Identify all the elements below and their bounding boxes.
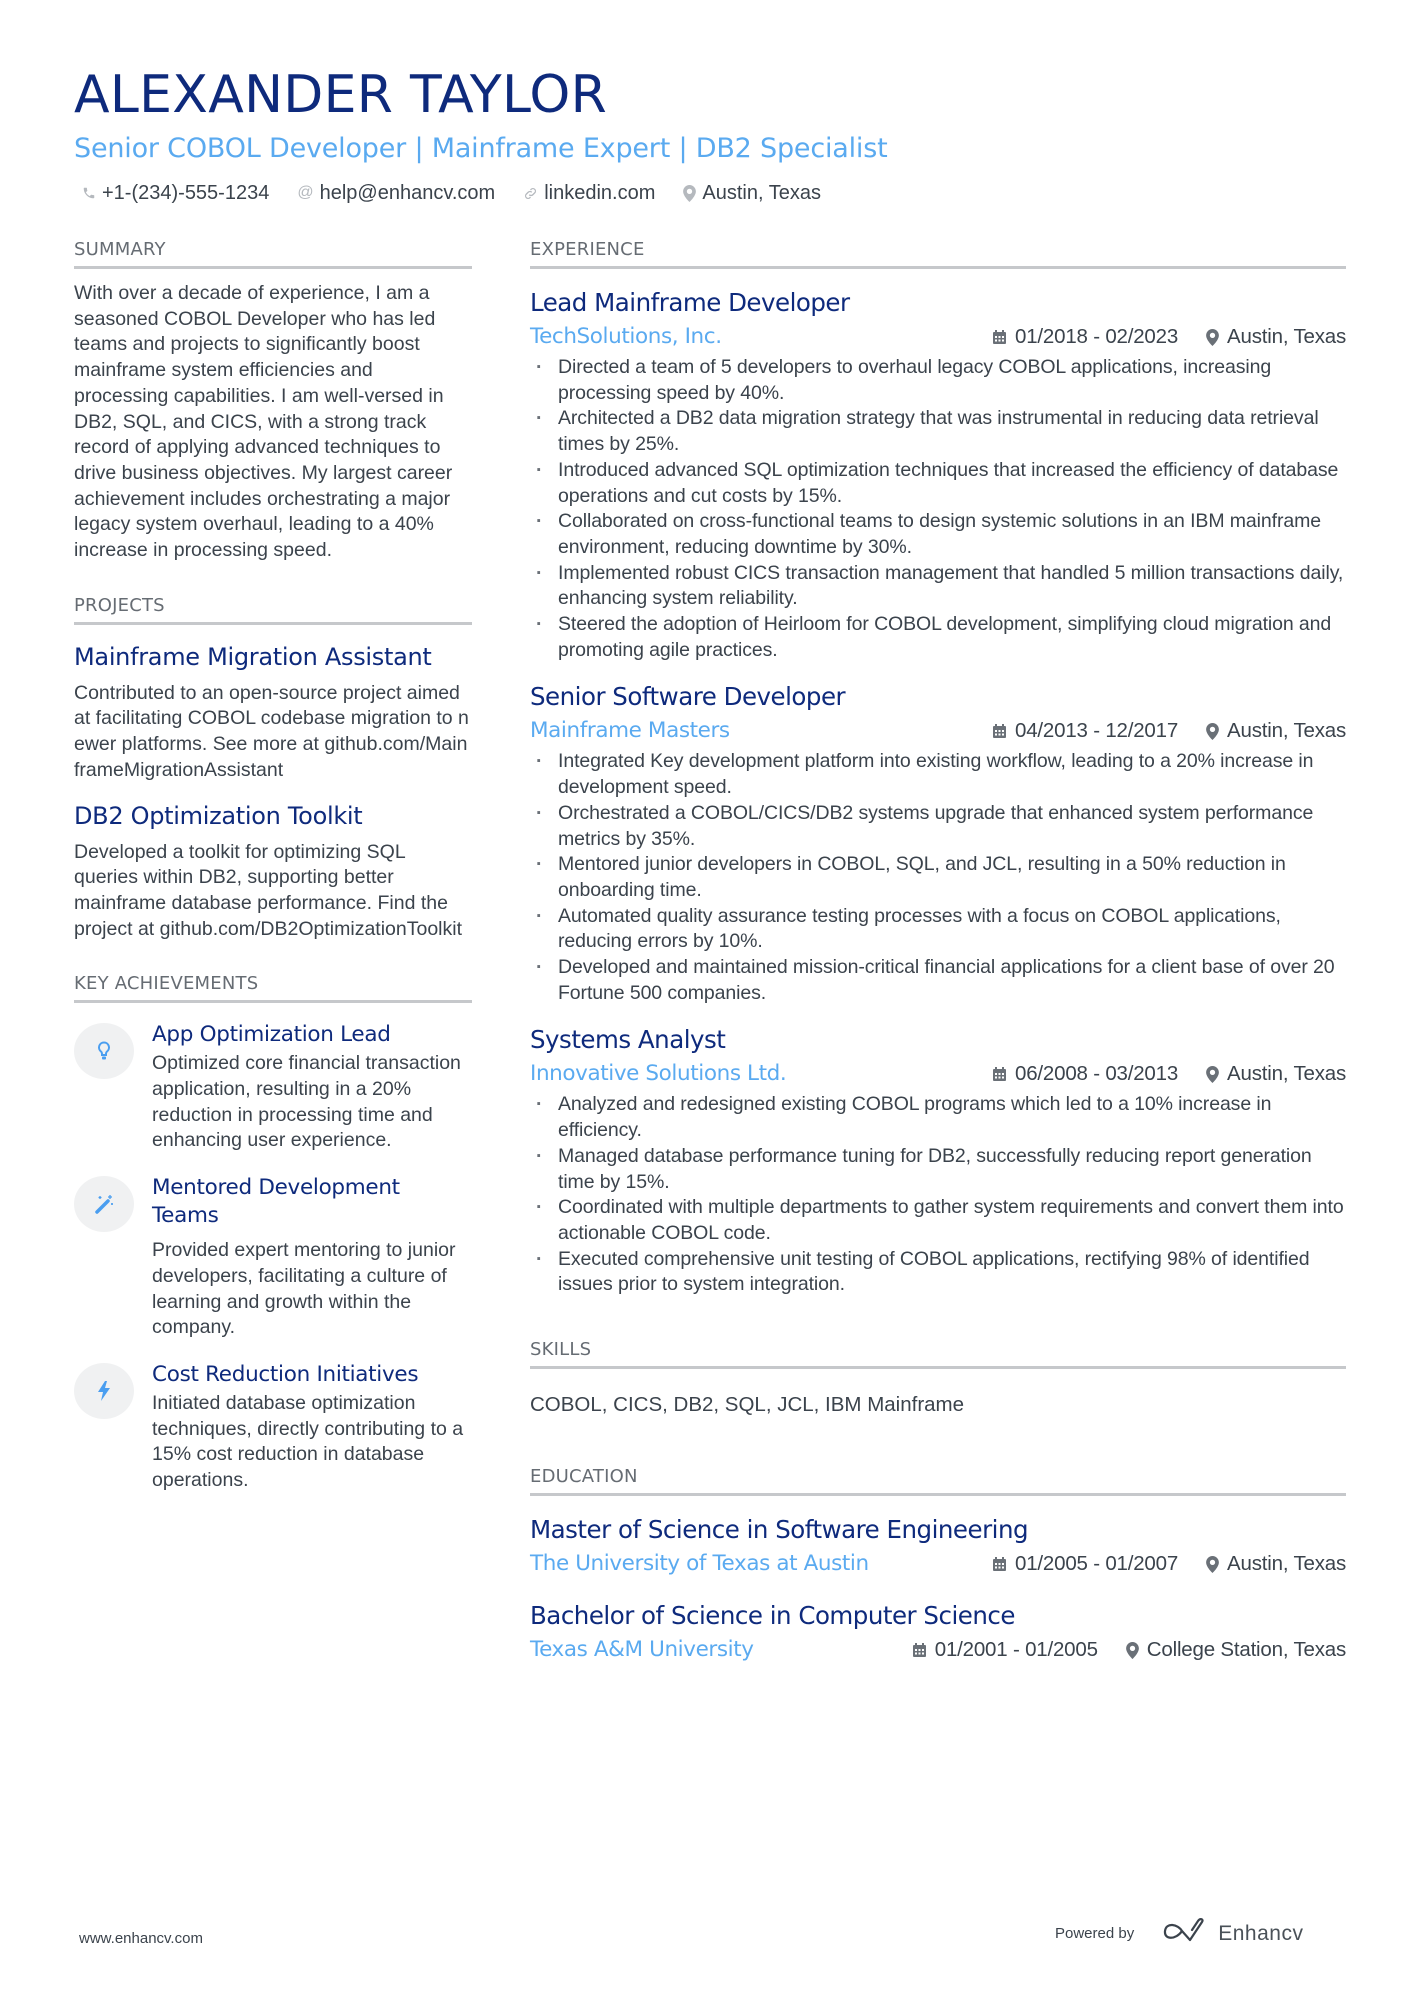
project-item bbox=[74, 800, 472, 943]
location-pin-icon bbox=[1206, 1556, 1219, 1573]
resume-header bbox=[74, 62, 1346, 206]
company-name: TechSolutions, Inc. bbox=[530, 324, 722, 349]
location-pin-icon bbox=[1206, 329, 1219, 346]
education-heading: EDUCATION bbox=[530, 1465, 1346, 1496]
job-title: Systems Analyst bbox=[530, 1025, 726, 1055]
left-column bbox=[74, 238, 472, 1518]
location-pin-icon bbox=[1206, 1066, 1219, 1083]
link-icon bbox=[523, 186, 538, 201]
contact-phone[interactable] bbox=[82, 180, 269, 206]
bullet-item: · Collaborated on cross-functional teams to design systemic solutions in an IBM mainframe environment, reducing downtime by 30%. bbox=[530, 509, 1346, 560]
achievement-title: Cost Reduction Initiatives bbox=[152, 1361, 419, 1387]
contact-linkedin[interactable] bbox=[523, 180, 655, 206]
location-pin-icon bbox=[1126, 1642, 1139, 1659]
projects-section bbox=[74, 594, 472, 943]
job-location: Austin, Texas bbox=[1227, 1062, 1346, 1086]
bullet-item: · Automated quality assurance testing processes with a focus on COBOL applications, reducing errors by 10%. bbox=[530, 904, 1346, 955]
education-location: Austin, Texas bbox=[1227, 1552, 1346, 1576]
project-title: Mainframe Migration Assistant bbox=[74, 642, 432, 671]
location-pin-icon bbox=[1206, 723, 1219, 740]
bullet-item: · Integrated Key development platform into existing workflow, leading to a 20% increase in development speed. bbox=[530, 749, 1346, 800]
education-dates: 01/2001 - 01/2005 bbox=[934, 1638, 1098, 1662]
job-location: Austin, Texas bbox=[1227, 719, 1346, 743]
brand-name: Enhancv bbox=[1218, 1921, 1304, 1945]
degree-title: Bachelor of Science in Computer Science bbox=[530, 1601, 1015, 1631]
contact-location-text: Austin, Texas bbox=[702, 182, 821, 204]
education-item bbox=[530, 1514, 1346, 1578]
bullet-item: · Analyzed and redesigned existing COBOL programs which led to a 10% increase in efficiency. bbox=[530, 1092, 1346, 1143]
education-item bbox=[530, 1600, 1346, 1664]
calendar-icon bbox=[912, 1642, 927, 1658]
calendar-icon bbox=[992, 329, 1007, 345]
enhancv-logo-icon bbox=[1162, 1918, 1208, 1949]
experience-item bbox=[530, 1024, 1346, 1298]
projects-heading: PROJECTS bbox=[74, 594, 472, 625]
bullet-item: · Directed a team of 5 developers to overhaul legacy COBOL applications, increasing processing speed by 40%. bbox=[530, 355, 1346, 406]
summary-text: With over a decade of experience, I am a seasoned COBOL Developer who has led teams and projects to significantly boost mainframe system efficiencies and processing capabilities. I am well-versed in DB2, SQL, and CICS, with a strong track record of applying advanced techniques to drive business objectives. My largest career achievement includes orchestrating a major legacy system overhaul, leading to a 40% increase in processing speed. bbox=[74, 282, 453, 562]
contact-list bbox=[74, 180, 1346, 206]
project-description: Developed a toolkit for optimizing SQL queries within DB2, supporting better mainframe database performance. Find the project at github.com/DB2OptimizationToolkit bbox=[74, 840, 463, 940]
contact-linkedin-text: linkedin.com bbox=[544, 182, 656, 204]
bullet-item: · Coordinated with multiple departments to gather system requirements and convert them into actionable COBOL code. bbox=[530, 1195, 1346, 1246]
powered-by-label: Powered by bbox=[1055, 1925, 1135, 1942]
job-bullets bbox=[530, 355, 1346, 663]
company-name: Innovative Solutions Ltd. bbox=[530, 1061, 787, 1087]
achievement-description: Initiated database optimization techniques, directly contributing to a 15% cost reduction in database operations. bbox=[152, 1391, 464, 1492]
education-section bbox=[530, 1465, 1346, 1664]
project-item bbox=[74, 641, 472, 784]
degree-title: Master of Science in Software Engineering bbox=[530, 1515, 1029, 1545]
footer-branding[interactable] bbox=[1055, 1918, 1303, 1949]
experience-section bbox=[530, 238, 1346, 1298]
skills-section bbox=[530, 1338, 1346, 1419]
bullet-item: · Mentored junior developers in COBOL, SQL, and JCL, resulting in a 50% reduction in onboarding time. bbox=[530, 852, 1346, 903]
at-icon: @ bbox=[297, 184, 314, 201]
job-bullets bbox=[530, 1092, 1346, 1298]
calendar-icon bbox=[992, 1556, 1007, 1572]
school-name: The University of Texas at Austin bbox=[530, 1551, 869, 1577]
company-name: Mainframe Masters bbox=[530, 718, 730, 744]
achievement-item bbox=[74, 1174, 472, 1341]
job-location: Austin, Texas bbox=[1227, 325, 1346, 348]
experience-heading: EXPERIENCE bbox=[530, 238, 1346, 269]
location-pin-icon bbox=[683, 185, 696, 202]
job-bullets bbox=[530, 749, 1346, 1006]
job-dates: 06/2008 - 03/2013 bbox=[1015, 1062, 1179, 1086]
achievement-item bbox=[74, 1361, 472, 1494]
contact-phone-text: +1-(234)-555-1234 bbox=[102, 182, 270, 204]
candidate-name: ALEXANDER TAYLOR bbox=[74, 65, 608, 125]
bullet-item: · Developed and maintained mission-critical financial applications for a client base of over 20 Fortune 500 companies. bbox=[530, 955, 1346, 1006]
candidate-headline: Senior COBOL Developer | Mainframe Expert | DB2 Specialist bbox=[74, 133, 888, 164]
bullet-item: · Orchestrated a COBOL/CICS/DB2 systems upgrade that enhanced system performance metrics by 35%. bbox=[530, 801, 1346, 852]
achievement-title: App Optimization Lead bbox=[152, 1022, 391, 1048]
skills-heading: SKILLS bbox=[530, 1338, 1346, 1369]
school-name: Texas A&M University bbox=[530, 1637, 754, 1663]
calendar-icon bbox=[992, 1066, 1007, 1082]
achievement-description: Provided expert mentoring to junior developers, facilitating a culture of learning and growth within the company. bbox=[152, 1239, 456, 1339]
education-location: College Station, Texas bbox=[1146, 1638, 1346, 1662]
footer-website[interactable]: www.enhancv.com bbox=[79, 1930, 203, 1947]
bullet-item: · Architected a DB2 data migration strategy that was instrumental in reducing data retrieval times by 25%. bbox=[530, 406, 1346, 457]
bullet-item: · Executed comprehensive unit testing of COBOL applications, rectifying 98% of identified issues prior to system integration. bbox=[530, 1247, 1346, 1298]
contact-email-text: help@enhancv.com bbox=[319, 182, 496, 204]
achievement-description: Optimized core financial transaction application, resulting in a 20% reduction in processing time and enhancing user experience. bbox=[152, 1052, 461, 1152]
job-title: Senior Software Developer bbox=[530, 682, 846, 712]
job-dates: 01/2018 - 02/2023 bbox=[1015, 325, 1179, 348]
calendar-icon bbox=[992, 723, 1007, 739]
job-title: Lead Mainframe Developer bbox=[530, 288, 850, 317]
achievement-item bbox=[74, 1021, 472, 1154]
experience-item bbox=[530, 681, 1346, 1006]
achievements-heading: KEY ACHIEVEMENTS bbox=[74, 972, 472, 1003]
contact-email[interactable] bbox=[297, 180, 495, 206]
summary-section bbox=[74, 238, 472, 564]
right-column bbox=[530, 238, 1346, 1688]
achievement-title: Mentored Development Teams bbox=[152, 1175, 400, 1229]
lightbulb-icon bbox=[74, 1023, 134, 1079]
magic-wand-icon bbox=[74, 1176, 134, 1232]
education-dates: 01/2005 - 01/2007 bbox=[1015, 1552, 1179, 1576]
bullet-item: · Steered the adoption of Heirloom for COBOL development, simplifying cloud migration and promoting agile practices. bbox=[530, 612, 1346, 663]
achievements-section bbox=[74, 972, 472, 1493]
project-description: Contributed to an open-source project aimed at facilitating COBOL codebase migration to newer platforms. See more at github.com/MainframeMigrationAssistant bbox=[74, 681, 469, 781]
phone-icon bbox=[82, 186, 96, 200]
experience-item bbox=[530, 287, 1346, 663]
lightning-bolt-icon bbox=[74, 1363, 134, 1419]
bullet-item: · Managed database performance tuning for DB2, successfully reducing report generation time by 15%. bbox=[530, 1144, 1346, 1195]
project-title: DB2 Optimization Toolkit bbox=[74, 801, 363, 830]
job-dates: 04/2013 - 12/2017 bbox=[1015, 719, 1179, 743]
bullet-item: · Implemented robust CICS transaction management that handled 5 million transactions daily, enhancing system reliability. bbox=[530, 561, 1346, 612]
contact-location bbox=[683, 180, 821, 206]
bullet-item: · Introduced advanced SQL optimization techniques that increased the efficiency of database operations and cut costs by 15%. bbox=[530, 458, 1346, 509]
skills-list: COBOL, CICS, DB2, SQL, JCL, IBM Mainframe bbox=[530, 1393, 965, 1417]
summary-heading: SUMMARY bbox=[74, 238, 472, 269]
